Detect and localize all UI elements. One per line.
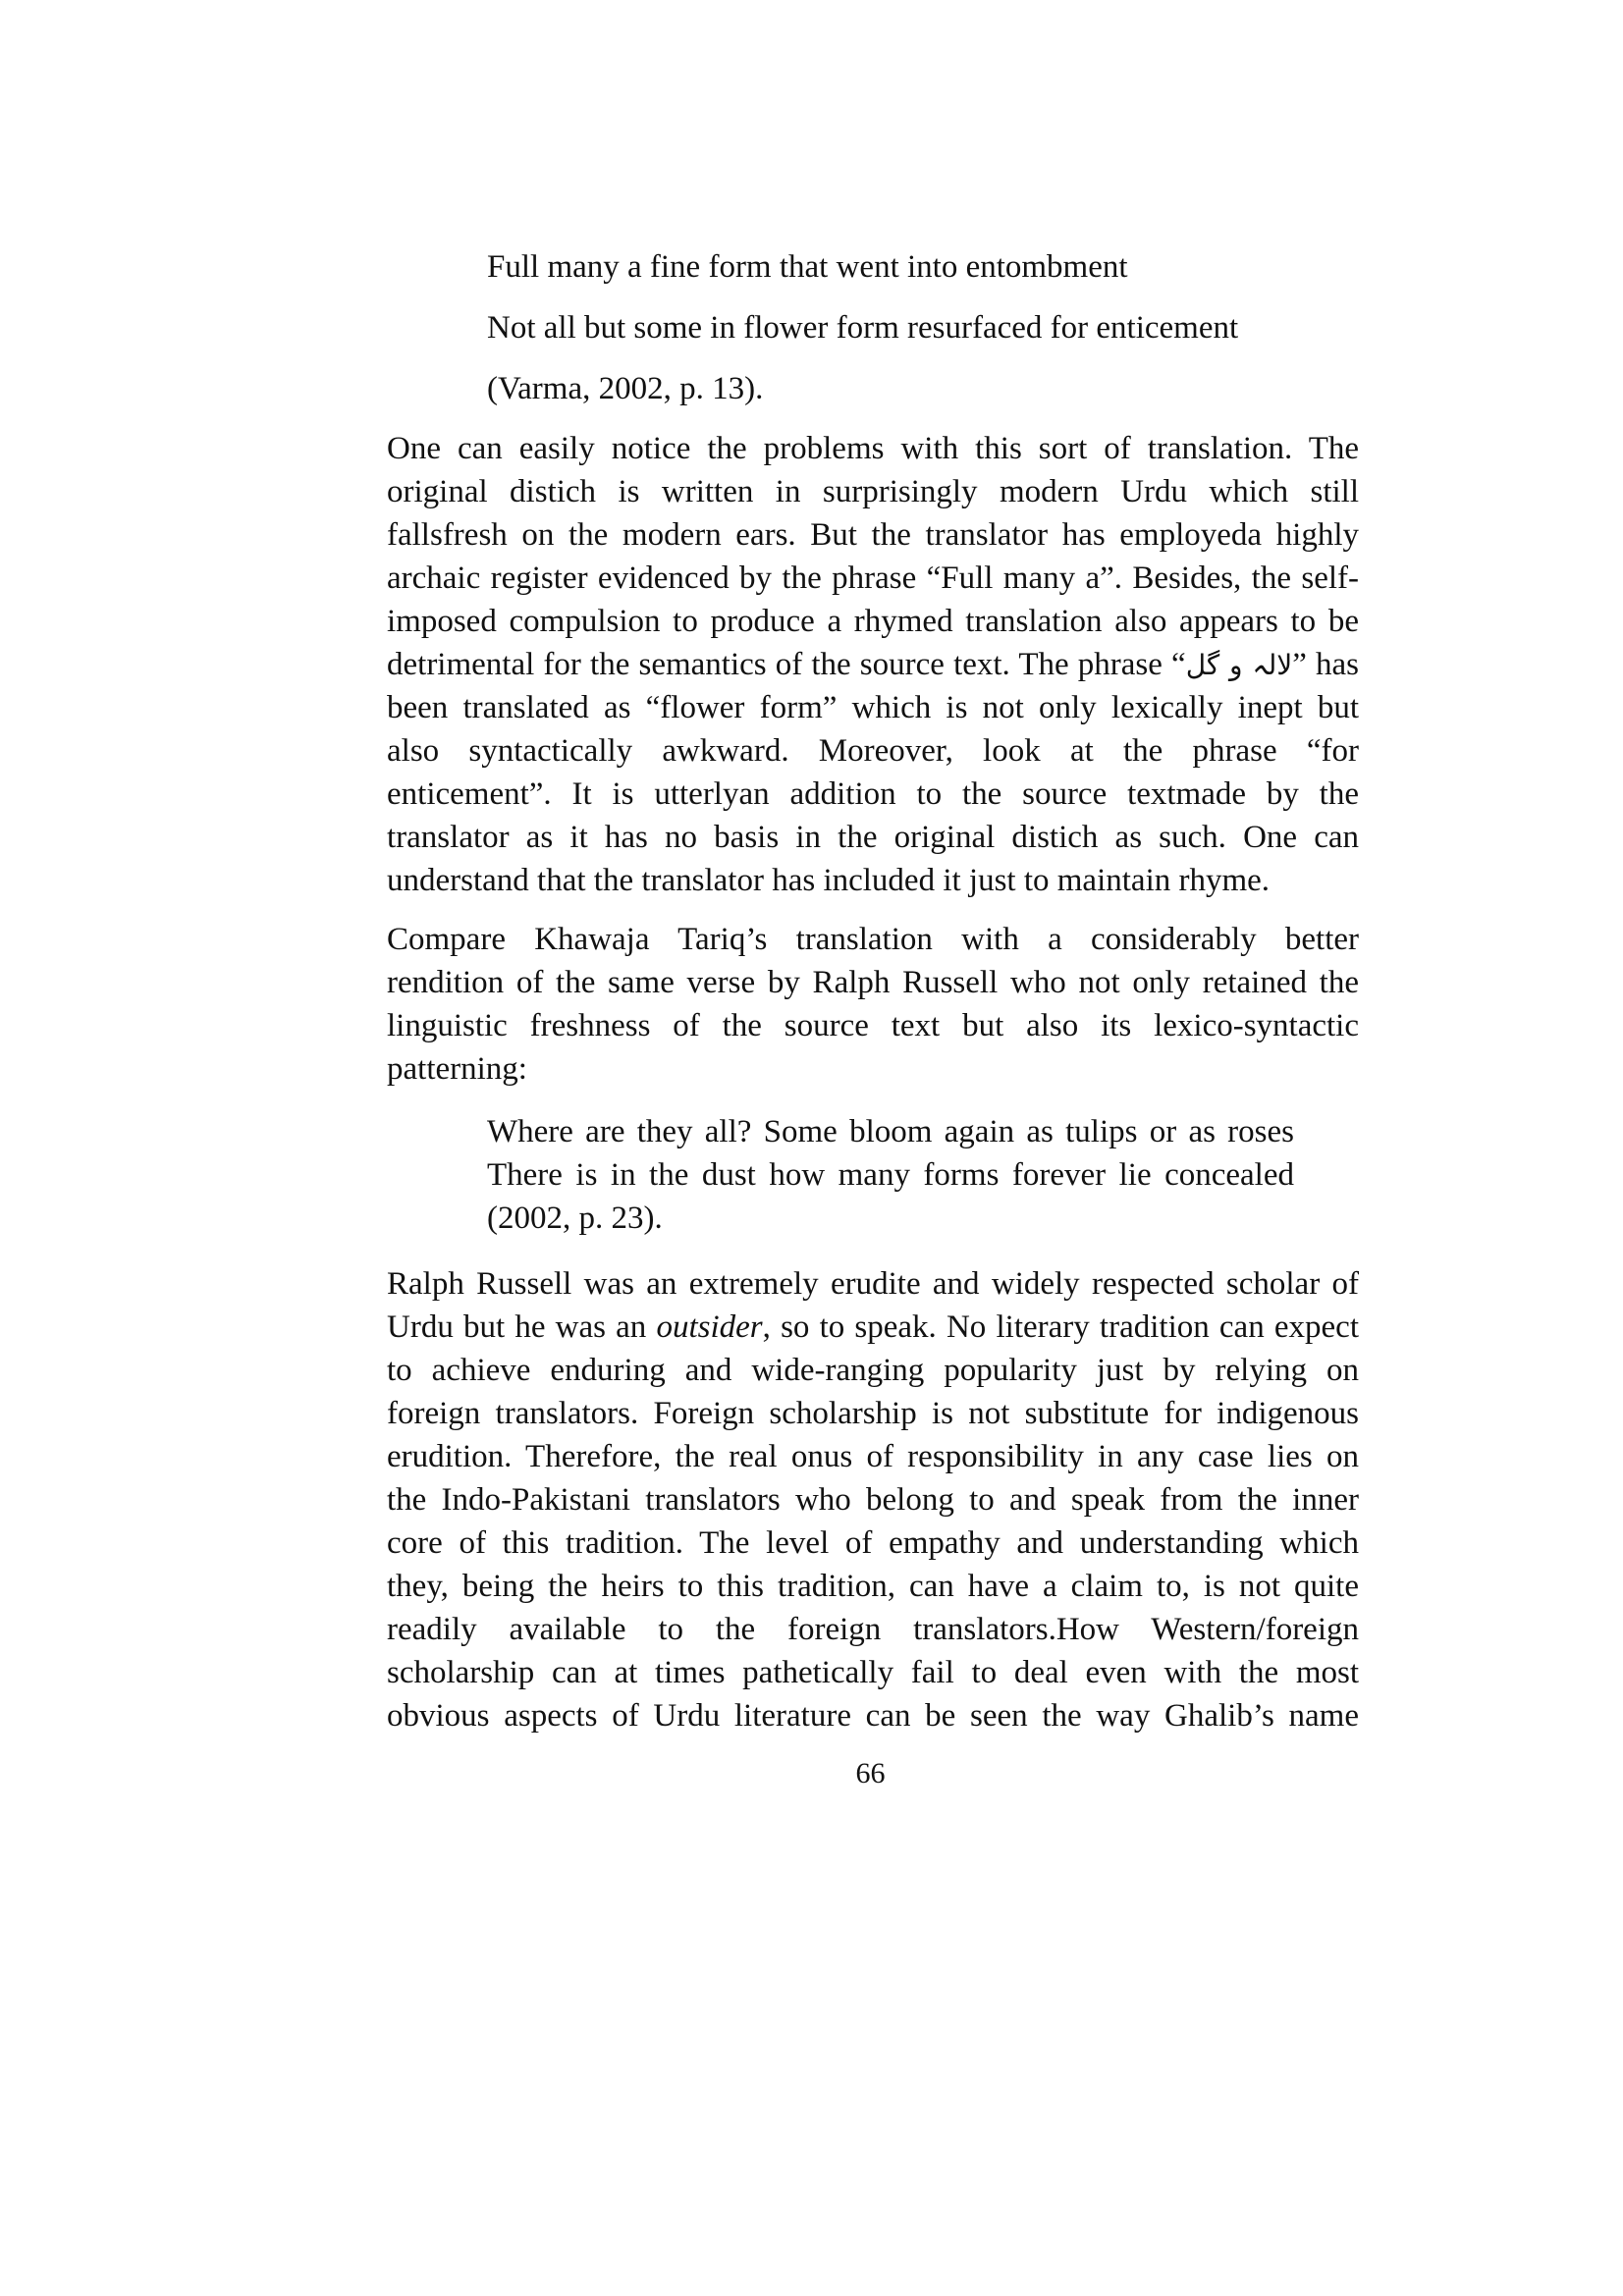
paragraph-3 bbox=[387, 1262, 1359, 1737]
line-text: Urdu but he was an bbox=[387, 1309, 657, 1345]
quote-citation: (2002, p. 23). bbox=[487, 1201, 663, 1236]
verse-citation: (Varma, 2002, p. 13). bbox=[487, 371, 764, 406]
paragraph-line: obvious aspects of Urdu literature can be seen the way Ghalib’s name bbox=[387, 1698, 1359, 1734]
paragraph-line: Ralph Russell was an extremely erudite and widely respected scholar of bbox=[387, 1266, 1359, 1302]
paragraph-line: the Indo-Pakistani translators who belong to and speak from the inner bbox=[387, 1482, 1359, 1518]
line-text: ” has bbox=[1292, 647, 1360, 682]
paragraph-line: One can easily notice the problems with this sort of translation. The bbox=[387, 431, 1359, 466]
paragraph-line-italic bbox=[387, 1306, 1359, 1349]
italic-word: outsider bbox=[656, 1309, 763, 1345]
paragraph-line: rendition of the same verse by Ralph Russell who not only retained the bbox=[387, 965, 1359, 1000]
paragraph-line: readily available to the foreign translators.How Western/foreign bbox=[387, 1612, 1359, 1647]
paragraph-line: linguistic freshness of the source text but also its lexico-syntactic bbox=[387, 1008, 1359, 1043]
page-number: 66 bbox=[855, 1757, 886, 1789]
paragraph-line: enticement”. It is utterlyan addition to the source textmade by the bbox=[387, 776, 1359, 812]
paragraph-line: translator as it has no basis in the original distich as such. One can bbox=[387, 820, 1359, 855]
paragraph-line: imposed compulsion to produce a rhymed translation also appears to be bbox=[387, 604, 1359, 639]
paragraph-line: foreign translators. Foreign scholarship is not substitute for indigenous bbox=[387, 1396, 1359, 1431]
paragraph-line: understand that the translator has included it just to maintain rhyme. bbox=[387, 863, 1271, 898]
line-text: detrimental for the semantics of the source text. The phrase “ bbox=[387, 647, 1186, 682]
paragraph-line: also syntactically awkward. Moreover, look at the phrase “for bbox=[387, 733, 1359, 769]
paragraph-line: original distich is written in surprisingly modern Urdu which still bbox=[387, 474, 1359, 509]
paragraph-1 bbox=[387, 427, 1359, 902]
paragraph-line: scholarship can at times pathetically fail to deal even with the most bbox=[387, 1655, 1359, 1690]
paragraph-line: patterning: bbox=[387, 1051, 527, 1087]
line-text: , so to speak. No literary tradition can expect bbox=[762, 1309, 1359, 1345]
verse-line-1: Full many a fine form that went into entombment bbox=[487, 249, 1128, 285]
paragraph-line: core of this tradition. The level of empathy and understanding which bbox=[387, 1525, 1359, 1561]
paragraph-line: archaic register evidenced by the phrase “Full many a”. Besides, the self- bbox=[387, 561, 1359, 596]
verse-line-2: Not all but some in flower form resurfaced for enticement bbox=[487, 310, 1239, 346]
quote-line-1: Where are they all? Some bloom again as tulips or as roses bbox=[487, 1114, 1294, 1149]
paragraph-line: fallsfresh on the modern ears. But the translator has employeda highly bbox=[387, 517, 1359, 553]
block-quote bbox=[487, 1110, 1294, 1240]
urdu-phrase: لالہ و گل bbox=[1185, 649, 1293, 681]
paragraph-2 bbox=[387, 918, 1359, 1091]
quote-line-2: There is in the dust how many forms forever lie concealed bbox=[487, 1157, 1294, 1193]
paragraph-line: erudition. Therefore, the real onus of responsibility in any case lies on bbox=[387, 1439, 1359, 1474]
paragraph-line: to achieve enduring and wide-ranging popularity just by relying on bbox=[387, 1353, 1359, 1388]
paragraph-line-urdu bbox=[387, 643, 1359, 686]
paragraph-line: they, being the heirs to this tradition, can have a claim to, is not quite bbox=[387, 1569, 1359, 1604]
paragraph-line: Compare Khawaja Tariq’s translation with a considerably better bbox=[387, 922, 1359, 957]
paragraph-line: been translated as “flower form” which is not only lexically inept but bbox=[387, 690, 1359, 725]
